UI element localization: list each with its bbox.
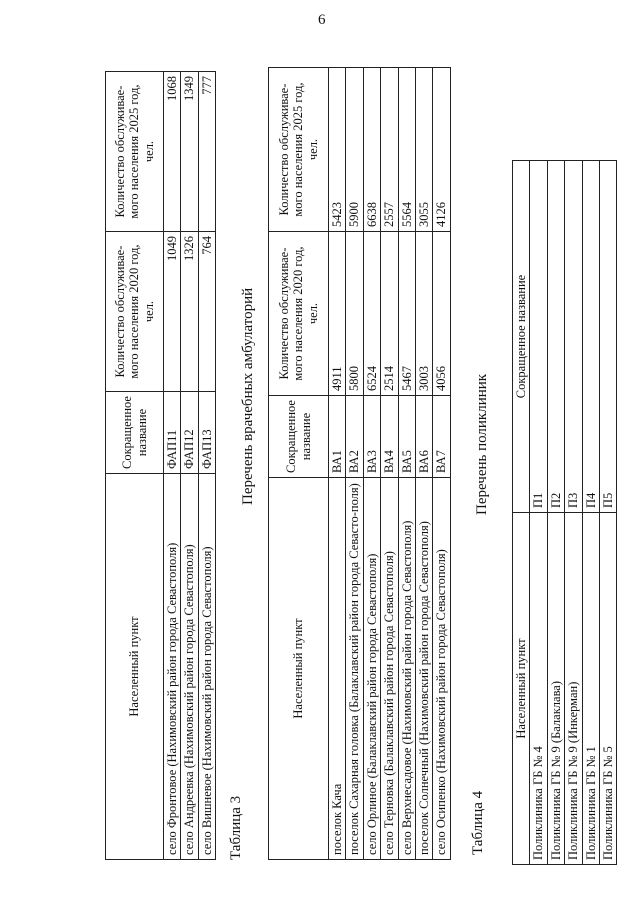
cell: 5423: [329, 68, 346, 232]
table-row: [547, 161, 564, 865]
table-row: [363, 68, 380, 860]
cell: 2557: [381, 68, 398, 232]
cell: Поликлиника ГБ № 9 (Балаклава): [547, 513, 564, 865]
cell: П1: [530, 161, 547, 513]
cell: село Вишневое (Нахимовский район города Севастополя): [198, 474, 215, 860]
table3-block: [268, 67, 451, 860]
table-row: [198, 72, 215, 860]
header-cell: Количество обслуживае-мого населения 2025 год, чел.: [269, 68, 329, 232]
cell: Поликлиника ГБ № 9 (Инкерман): [565, 513, 582, 865]
table4: [512, 160, 617, 865]
cell: 6638: [363, 68, 380, 232]
cell: село Орлиное (Балаклавский район города Севастополя): [363, 478, 380, 860]
cell: 4126: [433, 68, 450, 232]
cell: ВА7: [433, 396, 450, 478]
header-cell: Сокращенное название: [106, 392, 164, 474]
table-row: [565, 161, 582, 865]
cell: 5800: [346, 232, 363, 396]
table-row: [599, 161, 616, 865]
table3-title: Перечень врачебных амбулаторий: [240, 287, 256, 505]
table4-caption: Таблица 4: [470, 790, 486, 855]
table4-header: [513, 161, 530, 865]
cell: село Осипенко (Нахимовский район города Севастополя): [433, 478, 450, 860]
cell: 1349: [181, 72, 198, 232]
cell: ВА5: [398, 396, 415, 478]
cell: ФАП13: [198, 392, 215, 474]
cell: 2514: [381, 232, 398, 396]
table4-block: [512, 160, 617, 865]
cell: 4911: [329, 232, 346, 396]
page-number: 6: [318, 12, 326, 28]
cell: поселок Сахарная головка (Балаклавский район города Севасто-поля): [346, 478, 363, 860]
cell: ВА2: [346, 396, 363, 478]
cell: село Терновка (Балаклавский район города Севастополя): [381, 478, 398, 860]
header-cell: Количество обслуживае-мого населения 2020 год, чел.: [106, 232, 164, 392]
cell: Поликлиника ГБ № 4: [530, 513, 547, 865]
header-cell: Населенный пункт: [106, 474, 164, 860]
header-cell: Сокращенное название: [513, 161, 530, 513]
cell: 5467: [398, 232, 415, 396]
table4-title: Перечень поликлиник: [474, 373, 490, 515]
cell: 3003: [415, 232, 432, 396]
cell: 777: [198, 72, 215, 232]
cell: 5900: [346, 68, 363, 232]
table3-header: [269, 68, 329, 860]
cell: 6524: [363, 232, 380, 396]
cell: 3055: [415, 68, 432, 232]
header-cell: Населенный пункт: [513, 513, 530, 865]
header-cell: Количество обслуживае-мого населения 2020 год, чел.: [269, 232, 329, 396]
header-cell: Сокращенное название: [269, 396, 329, 478]
cell: 1068: [164, 72, 181, 232]
cell: П2: [547, 161, 564, 513]
cell: П3: [565, 161, 582, 513]
cell: Поликлиника ГБ № 5: [599, 513, 616, 865]
cell: 4056: [433, 232, 450, 396]
cell: ФАП12: [181, 392, 198, 474]
cell: ВА4: [381, 396, 398, 478]
cell: 5564: [398, 68, 415, 232]
table-row: [398, 68, 415, 860]
header-cell: Населенный пункт: [269, 478, 329, 860]
fap-table-header: [106, 72, 164, 860]
table-row: [346, 68, 363, 860]
cell: ФАП11: [164, 392, 181, 474]
table-row: [381, 68, 398, 860]
table-row: [530, 161, 547, 865]
table-row: [415, 68, 432, 860]
fap-table: [105, 71, 216, 860]
header-cell: Количество обслуживае-мого населения 2025 год, чел.: [106, 72, 164, 232]
table3-caption: Таблица 3: [228, 795, 244, 860]
cell: село Фронтовое (Нахимовский район города Севастополя): [164, 474, 181, 860]
cell: 1326: [181, 232, 198, 392]
table-row: [181, 72, 198, 860]
cell: ВА6: [415, 396, 432, 478]
cell: 764: [198, 232, 215, 392]
table-row: [164, 72, 181, 860]
cell: поселок Кача: [329, 478, 346, 860]
cell: 1049: [164, 232, 181, 392]
cell: село Андреевка (Нахимовский район города Севастополя): [181, 474, 198, 860]
fap-table-block: [105, 71, 216, 860]
table-row: [433, 68, 450, 860]
table-row: [329, 68, 346, 860]
cell: П4: [582, 161, 599, 513]
cell: П5: [599, 161, 616, 513]
cell: поселок Солнечный (Нахимовский район города Севастополя): [415, 478, 432, 860]
cell: село Верхнесадовое (Нахимовский район города Севастополя): [398, 478, 415, 860]
cell: Поликлиника ГБ № 1: [582, 513, 599, 865]
table-row: [582, 161, 599, 865]
table3: [268, 67, 451, 860]
cell: ВА3: [363, 396, 380, 478]
cell: ВА1: [329, 396, 346, 478]
